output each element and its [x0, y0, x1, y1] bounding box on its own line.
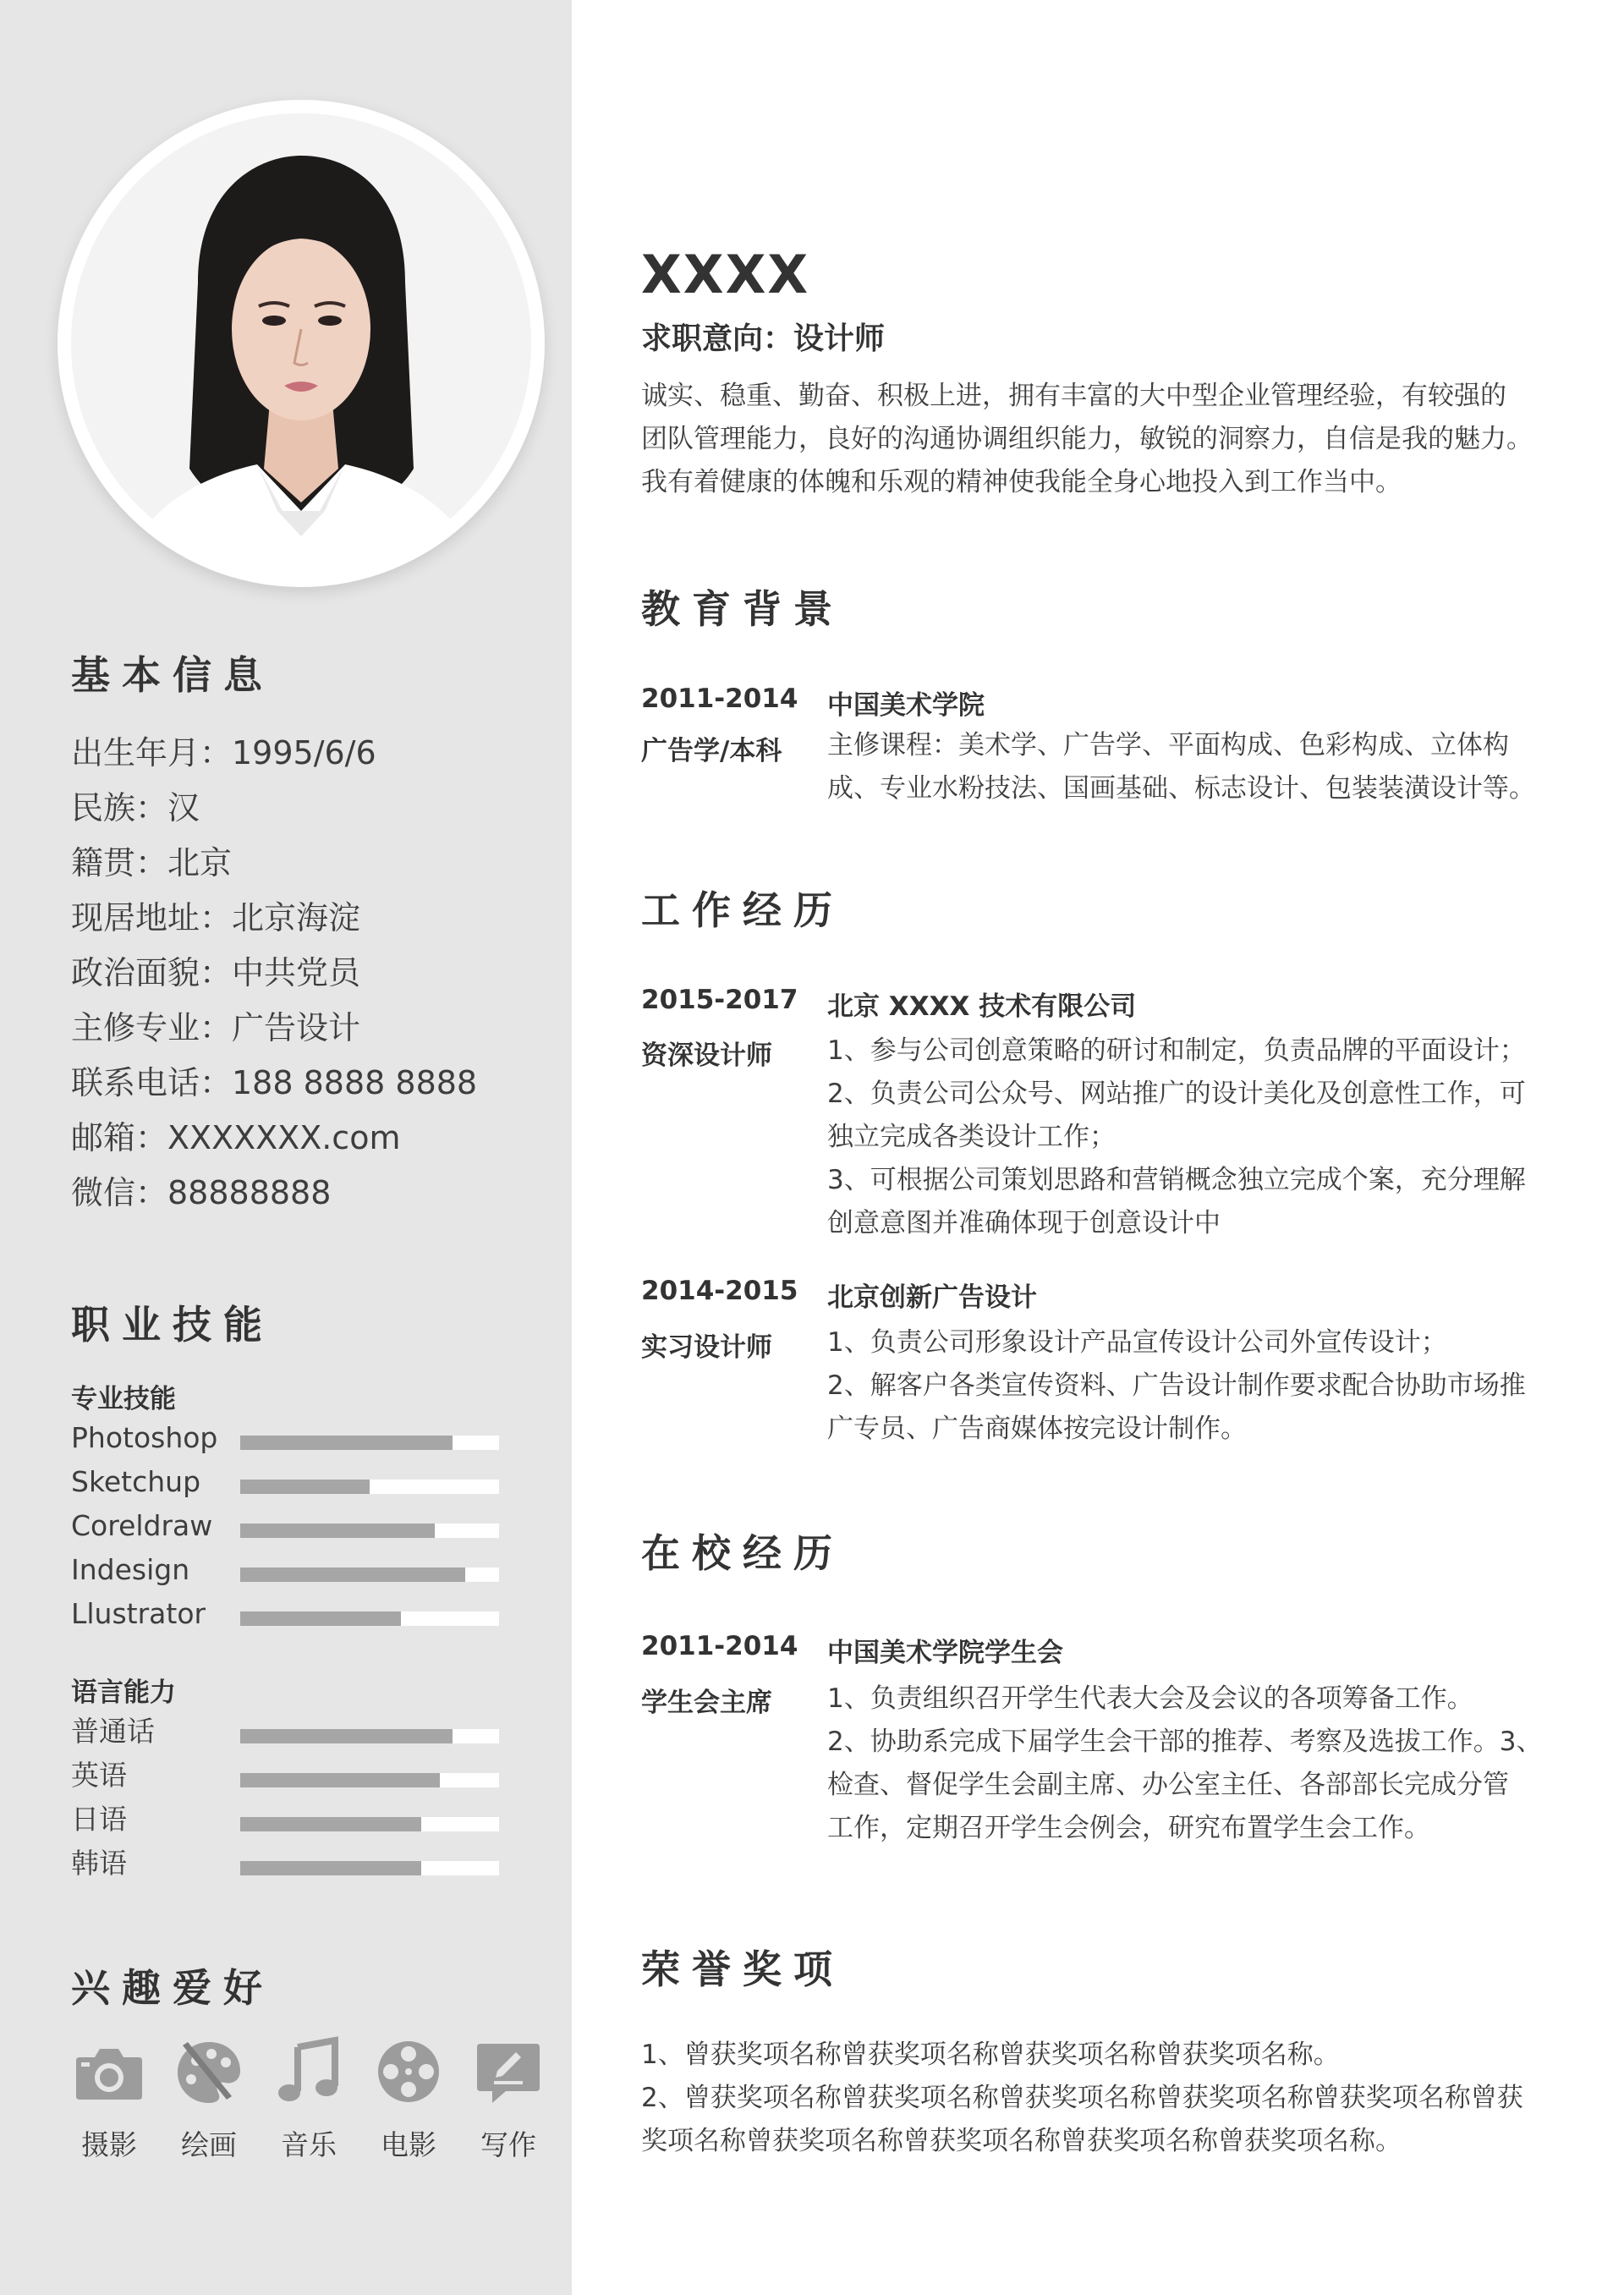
description-line: 2、解客户各类宣传资料、广告设计制作要求配合协助市场推 — [827, 1370, 1526, 1401]
language-name: 日语 — [71, 1803, 127, 1836]
work-role: 实习设计师 — [641, 1332, 772, 1363]
language-bar-fill — [240, 1729, 453, 1743]
camera-icon — [73, 2035, 145, 2108]
basic-info-list — [71, 729, 562, 1224]
skill-bar-track — [240, 1568, 499, 1582]
hobby-label: 绘画 — [181, 2128, 237, 2161]
honors-heading: 荣誉奖项 — [641, 1946, 844, 1992]
education-degree: 广告学/本科 — [641, 736, 782, 766]
profile-photo-frame — [58, 100, 545, 587]
campus-period: 2011-2014 — [641, 1631, 798, 1661]
info-hometown: 籍贯：北京 — [71, 844, 233, 881]
description-line: 2、协助系完成下届学生会干部的推荐、考察及选拔工作。3、 — [827, 1727, 1543, 1757]
work-heading: 工作经历 — [641, 887, 844, 933]
music-note-icon — [272, 2035, 345, 2108]
summary-line: 诚实、稳重、勤奋、积极上进，拥有丰富的大中型企业管理经验，有较强的 — [641, 381, 1506, 411]
skill-bar-track — [240, 1524, 499, 1538]
skill-name: Sketchup — [71, 1465, 201, 1498]
language-bar-fill — [240, 1817, 421, 1831]
hobbies-row — [63, 2035, 553, 2171]
info-ethnicity: 民族：汉 — [71, 789, 200, 826]
info-birthdate: 出生年月：1995/6/6 — [71, 734, 376, 771]
honor-line: 2、曾获奖项名称曾获奖项名称曾获奖项名称曾获奖项名称曾获奖项名称曾获 — [641, 2083, 1523, 2113]
education-heading: 教育背景 — [641, 586, 844, 632]
hobby-movies — [362, 2035, 455, 2162]
language-skills-subheading: 语言能力 — [71, 1677, 176, 1708]
job-objective: 求职意向：设计师 — [641, 321, 886, 356]
hobby-label: 摄影 — [81, 2128, 137, 2161]
main-content — [572, 0, 1624, 2295]
campus-heading: 在校经历 — [641, 1530, 844, 1576]
hobby-photography — [63, 2035, 156, 2162]
skill-bar-track — [240, 1480, 499, 1494]
education-description — [827, 724, 1572, 810]
summary-line: 团队管理能力，良好的沟通协调组织能力，敏锐的洞察力，自信是我的魅力。 — [641, 424, 1533, 454]
hobbies-heading: 兴趣爱好 — [71, 1965, 274, 2011]
work-company: 北京创新广告设计 — [827, 1282, 1037, 1313]
description-line: 创意意图并准确体现于创意设计中 — [827, 1208, 1221, 1238]
language-bar-fill — [240, 1861, 421, 1875]
hobby-label: 写作 — [480, 2128, 536, 2161]
info-phone: 联系电话：188 8888 8888 — [71, 1064, 478, 1101]
description-line: 工作，定期召开学生会例会，研究布置学生会工作。 — [827, 1813, 1430, 1843]
skill-row — [71, 1595, 499, 1639]
description-line: 1、负责公司形象设计产品宣传设计公司外宣传设计； — [827, 1327, 1447, 1358]
description-line: 广专员、广告商媒体按完设计制作。 — [827, 1414, 1247, 1444]
basic-info-heading: 基本信息 — [71, 652, 274, 698]
work-period: 2014-2015 — [641, 1276, 798, 1306]
description-line: 主修课程：美术学、广告学、平面构成、色彩构成、立体构 — [827, 730, 1509, 760]
description-line: 1、负责组织召开学生代表大会及会议的各项筹备工作。 — [827, 1683, 1473, 1714]
skill-name: Indesign — [71, 1553, 190, 1586]
honor-line: 1、曾获奖项名称曾获奖项名称曾获奖项名称曾获奖项名称。 — [641, 2040, 1340, 2070]
portrait-image — [71, 113, 531, 574]
skill-bar-fill — [240, 1568, 465, 1582]
language-bar-track — [240, 1729, 499, 1743]
film-reel-icon — [372, 2035, 445, 2108]
skill-name: Coreldraw — [71, 1509, 213, 1542]
campus-description — [827, 1677, 1572, 1850]
honors-list — [641, 2034, 1572, 2163]
skill-bar-fill — [240, 1524, 435, 1538]
language-name: 英语 — [71, 1759, 127, 1792]
skill-row — [71, 1507, 499, 1551]
info-email: 邮箱：XXXXXXX.com — [71, 1119, 401, 1156]
info-wechat: 微信：88888888 — [71, 1174, 332, 1211]
sidebar — [0, 0, 572, 2295]
skill-bar-track — [240, 1436, 499, 1450]
description-line: 检查、督促学生会副主席、办公室主任、各部部长完成分管 — [827, 1770, 1509, 1800]
skill-row — [71, 1551, 499, 1595]
skill-row — [71, 1463, 499, 1507]
language-row — [71, 1800, 499, 1844]
description-line: 2、负责公司公众号、网站推广的设计美化及创意性工作，可 — [827, 1079, 1526, 1109]
language-bar-track — [240, 1773, 499, 1787]
palette-icon — [173, 2035, 245, 2108]
education-period: 2011-2014 — [641, 684, 798, 714]
description-line: 独立完成各类设计工作； — [827, 1122, 1116, 1152]
description-line: 1、参与公司创意策略的研讨和制定，负责品牌的平面设计； — [827, 1035, 1526, 1066]
language-row — [71, 1844, 499, 1888]
summary-line: 我有着健康的体魄和乐观的精神使我能全身心地投入到工作当中。 — [641, 467, 1402, 497]
language-row — [71, 1756, 499, 1800]
education-school: 中国美术学院 — [827, 690, 985, 721]
skill-name: Photoshop — [71, 1421, 218, 1454]
work-period: 2015-2017 — [641, 985, 798, 1015]
description-line: 3、可根据公司策划思路和营销概念独立完成个案，充分理解 — [827, 1165, 1526, 1195]
skill-row — [71, 1419, 499, 1463]
skill-bar-fill — [240, 1480, 370, 1494]
writing-icon — [472, 2035, 545, 2108]
info-major: 主修专业：广告设计 — [71, 1009, 361, 1046]
hobby-writing — [462, 2035, 555, 2162]
skill-bar-fill — [240, 1436, 453, 1450]
work-role: 资深设计师 — [641, 1040, 772, 1071]
skill-name: Llustrator — [71, 1597, 206, 1630]
skill-bar-track — [240, 1611, 499, 1626]
language-bar-fill — [240, 1773, 440, 1787]
candidate-name: XXXX — [641, 244, 810, 305]
hobby-label: 电影 — [381, 2128, 436, 2161]
language-name: 韩语 — [71, 1847, 127, 1880]
campus-role: 学生会主席 — [641, 1688, 772, 1718]
hobby-music — [262, 2035, 355, 2162]
skill-bar-fill — [240, 1611, 401, 1626]
language-bar-track — [240, 1861, 499, 1875]
language-row — [71, 1712, 499, 1756]
honor-line: 奖项名称曾获奖项名称曾获奖项名称曾获奖项名称曾获奖项名称。 — [641, 2126, 1402, 2156]
work-description — [827, 1029, 1572, 1245]
work-description — [827, 1321, 1572, 1451]
description-line: 成、专业水粉技法、国画基础、标志设计、包装装潢设计等。 — [827, 773, 1535, 804]
pro-skills-subheading: 专业技能 — [71, 1384, 176, 1414]
work-company: 北京 XXXX 技术有限公司 — [827, 991, 1137, 1022]
info-address: 现居地址：北京海淀 — [71, 899, 361, 936]
hobby-label: 音乐 — [281, 2128, 337, 2161]
self-summary — [641, 375, 1572, 504]
profile-photo — [71, 113, 531, 574]
language-name: 普通话 — [71, 1715, 155, 1748]
info-political-status: 政治面貌：中共党员 — [71, 954, 361, 991]
skills-heading: 职业技能 — [71, 1302, 274, 1348]
language-bar-track — [240, 1817, 499, 1831]
campus-organization: 中国美术学院学生会 — [827, 1638, 1063, 1668]
hobby-painting — [162, 2035, 255, 2162]
